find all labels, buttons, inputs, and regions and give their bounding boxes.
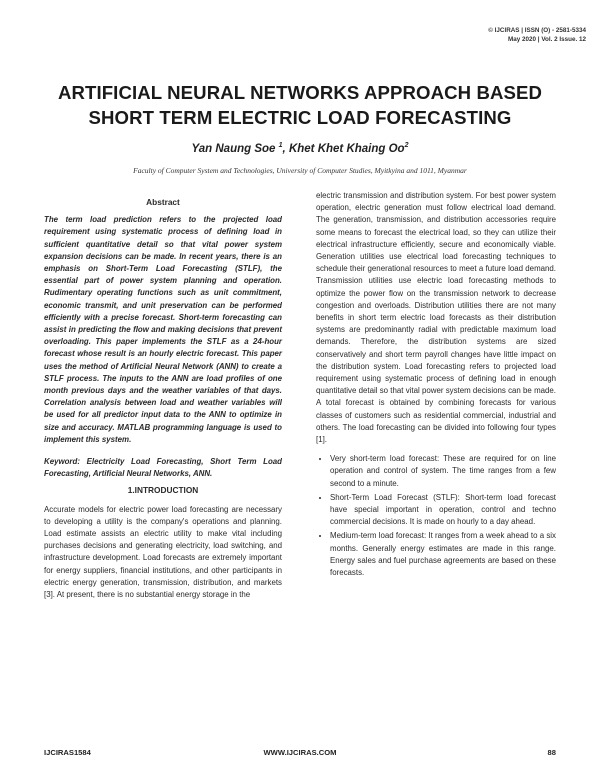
journal-issn: © IJCIRAS | ISSN (O) - 2581-5334 (488, 27, 586, 34)
footer-website: WWW.IJCIRAS.COM (263, 748, 337, 757)
list-item: • Short-Term Load Forecast (STLF): Short-term load forecast have special important in operation, control and techno commercial decisions. It is made on hourly to a day ahead. (330, 492, 556, 529)
abstract-heading: Abstract (146, 197, 180, 207)
forecast-types-list (316, 453, 556, 579)
paper-title-line2: SHORT TERM ELECTRIC LOAD FORECASTING (88, 107, 512, 128)
author-1: Yan Naung Soe (191, 142, 276, 155)
author-separator: , (282, 142, 289, 155)
list-item: • Medium-term load forecast: It ranges from a week ahead to a six months. Generally energy estimates are made in this range. Energy sales and fuel purchase agreements are based on these forecasts. (330, 530, 556, 579)
paper-title-line1: ARTIFICIAL NEURAL NETWORKS APPROACH BASED (57, 82, 543, 103)
author-list (0, 142, 600, 155)
left-column (44, 196, 282, 601)
footer-paper-id: IJCIRAS1584 (44, 748, 91, 757)
right-column (316, 190, 556, 581)
journal-header (488, 26, 586, 44)
abstract-text: The term load prediction refers to the projected load requirement using systematic process of defining load in sufficient quantitative detail so that vital power system expansion decisions can be made. In recent years, there is an emphasis on Short-Term Load Forecasting (STLF), the essential part of power system planning and operation. Rudimentary operating functions such as unit commitment, economic transmit, and unit preservation can be performed efficiently with a precise forecast. Short-term forecasting can assist in predicting the flow and making decisions that prevent overloading. This paper implements the STLF as a 24-hour forecast whose result is an hourly electric forecast. This paper uses the method of Artificial Neural Network (ANN) to create a STLF process. The inputs to the ANN are load profiles of one month previous days and the weather variables of that days. Correlation analysis between load and weather variables will be used for all predictor input data to the ANN to optimize in size and accuracy. MATLAB programming language is used to implement this system. (44, 215, 282, 444)
introduction-heading: 1.INTRODUCTION (127, 485, 199, 496)
page-number: 88 (547, 748, 556, 757)
list-item: • Very short-term load forecast: These are required for on line operation and control of system. The time ranges from a few second to a minute. (330, 453, 556, 490)
author-2: Khet Khet Khaing Oo (288, 142, 405, 155)
journal-issue: May 2020 | Vol. 2 Issue. 12 (508, 36, 586, 43)
author-2-affil: 2 (404, 142, 409, 149)
keywords: Keyword: Electricity Load Forecasting, Short Term Load Forecasting, Artificial Neural Networks, ANN. (44, 457, 282, 479)
affiliation: Faculty of Computer System and Technologies, University of Computer Studies, Myitkyina and 1011, Myanmar (133, 166, 467, 175)
author-1-affil: 1 (278, 142, 283, 149)
paper-title (30, 80, 570, 130)
introduction-text: Accurate models for electric power load forecasting are necessary to developing a utility is the company's operations and planning. Load estimate assists an electric utility to make vital including purchases decisions and generating electricity, load switching, and infrastructure development. Load forecasts are extremely important for energy suppliers, financial institutions, and other participants in electric energy generation, transmission, distribution, and markets [3]. At present, there is no substantial energy storage in the (44, 504, 282, 600)
right-column-paragraph: electric transmission and distribution system. For best power system operation, electric generation must follow electrical load demand. The generation, transmission, and distribution accessories require some means to forecast the electrical load, so they can utilize their electrical infrastructure efficiently, secure and economically viable. Generation utilities use electrical load forecasting techniques to schedule their generational resources to meet a future load demand. Transmission utilities use electric load forecasting methods to optimize the power flow on the transmission network to decrease congestion and overloads. Distribution utilities there are not many benefits in short term electric load forecasts as their distribution systems are predominantly radial with predictable maximum load demands. Therefore, the distribution systems are sized conservatively and short term payroll changes have little impact on the distribution system. Load forecasting refers to projected load requirement using systematic process of defining load in enough quantitative detail so that vital power system decisions can be made. A total forecast is obtained by combining forecasts for various classes of customers such as residential commercial, industrial and others. The load forecasting can be divided into following four types [1]. (316, 191, 556, 445)
